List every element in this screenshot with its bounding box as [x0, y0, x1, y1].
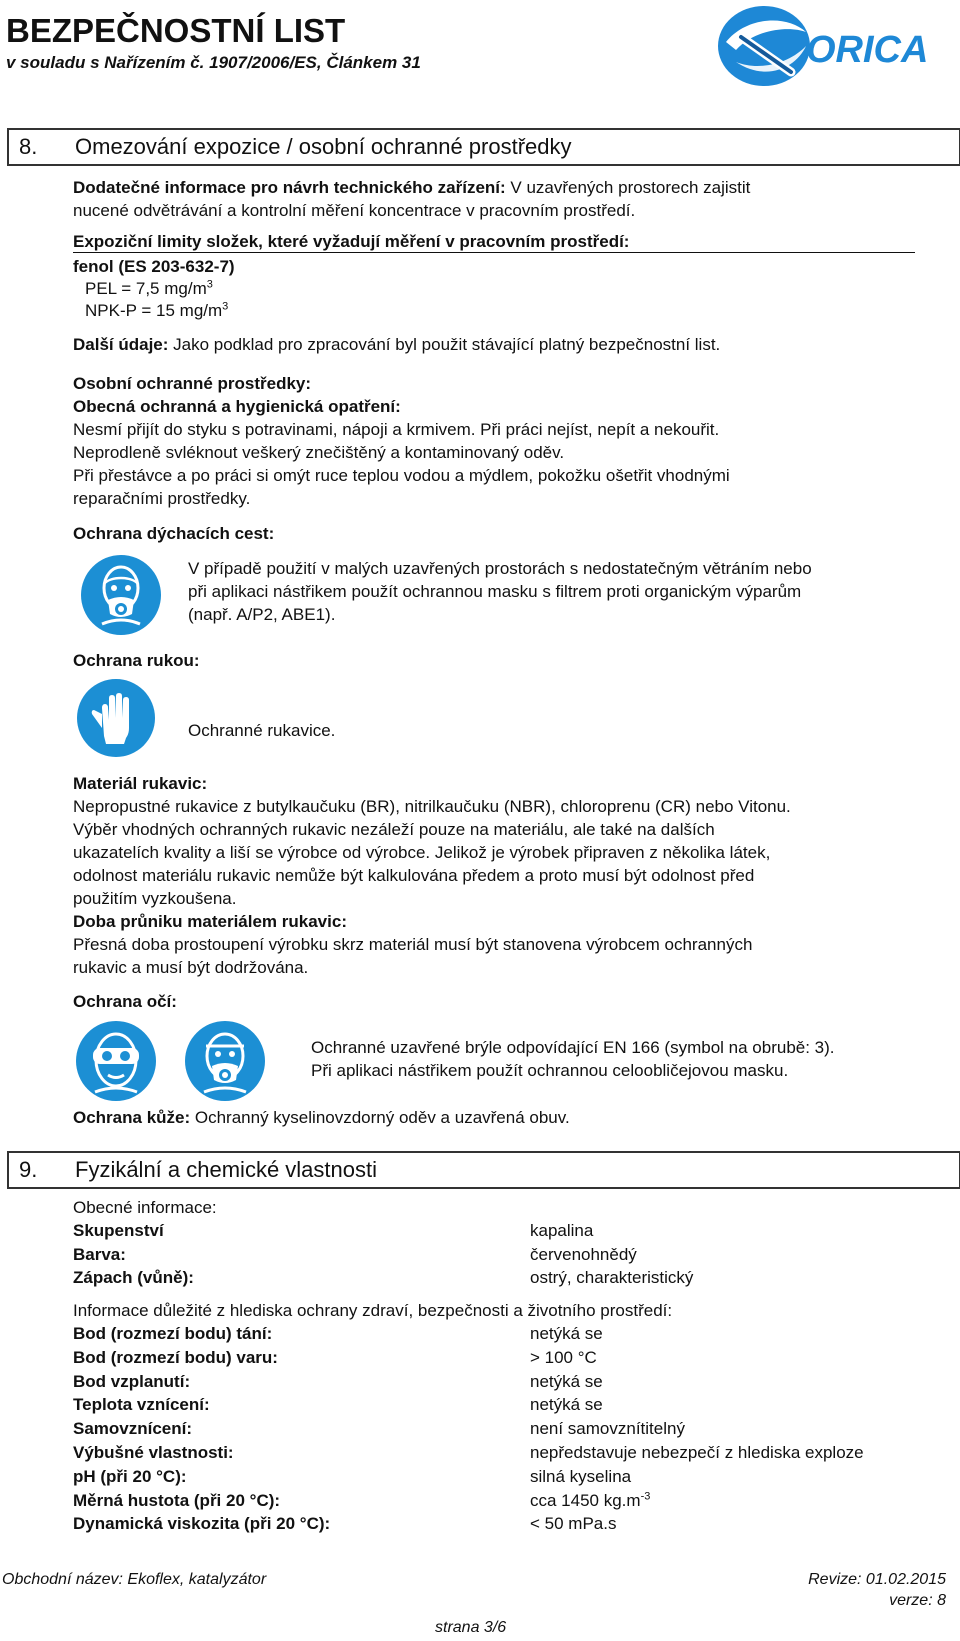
hygiene-line: Nesmí přijít do styku s potravinami, nápoji a krmivem. Při práci nejíst, nepít a nekouřit. [73, 420, 720, 439]
property-label: Měrná hustota (při 20 °C): [73, 1490, 281, 1510]
pel-text: PEL = 7,5 mg/m [85, 279, 207, 298]
property-value-text: silná kyselina [530, 1466, 632, 1486]
property-value [530, 1243, 637, 1267]
skin-label: Ochrana kůže: [73, 1108, 191, 1127]
npk-text: NPK-P = 15 mg/m [85, 301, 223, 320]
property-value [530, 1346, 597, 1370]
pel-value [85, 277, 213, 301]
property-value-text: netýká se [530, 1395, 603, 1415]
glove-material-line: použitím vyzkoušena. [73, 889, 237, 908]
glove-material-heading: Materiál rukavic: [73, 774, 208, 793]
extra-info-label: Dodatečné informace pro návrh technického zařízení: [73, 178, 506, 197]
penetration-line: rukavic a musí být dodržována. [73, 958, 309, 977]
property-value [530, 1370, 603, 1394]
property-label: Bod (rozmezí bodu) tání: [73, 1324, 273, 1343]
orica-logo [706, 2, 960, 86]
hygiene-line: reparačními prostředky. [73, 489, 251, 508]
property-label: Výbušné vlastnosti: [73, 1443, 234, 1462]
section-8-header [7, 128, 960, 166]
property-value [530, 1266, 693, 1290]
section-title: Omezování expozice / osobní ochranné prostředky [75, 134, 572, 159]
property-value-text: nepředstavuje nebezpečí z hlediska exploze [530, 1443, 864, 1462]
extra-info-line-1 [73, 176, 750, 200]
property-value-text: > 100 °C [530, 1347, 597, 1367]
eyes-heading: Ochrana očí: [73, 992, 177, 1011]
face-shield-icon [184, 1020, 266, 1102]
property-value-exponent: -3 [640, 1489, 651, 1502]
hygiene-line: Při přestávce a po práci si omýt ruce teplou vodou a mýdlem, pokožku ošetřit vhodnými [73, 466, 730, 485]
property-label: Bod vzplanutí: [73, 1371, 191, 1391]
hygiene-heading: Obecná ochranná a hygienická opatření: [73, 397, 401, 416]
section-9-header [7, 1151, 960, 1189]
general-info-label: Obecné informace: [73, 1198, 217, 1217]
goggles-icon [75, 1020, 157, 1102]
property-value [530, 1322, 603, 1346]
property-value-text: cca 1450 kg.m [530, 1490, 641, 1510]
property-label: Dynamická viskozita (při 20 °C): [73, 1514, 331, 1534]
property-value-text: netýká se [530, 1324, 603, 1343]
footer-revision: Revize: 01.02.2015 [808, 1571, 946, 1588]
property-label: Teplota vznícení: [73, 1395, 210, 1415]
property-value [530, 1219, 593, 1243]
glove-material-line: ukazatelích kvality a liší se výrobce od výrobce. Jelikož je výrobek připraven z několika látek, [73, 843, 771, 862]
property-label: Samovznícení: [73, 1419, 193, 1439]
glove-material-line: Výběr vhodných ochranných rukavic nezáleží pouze na materiálu, ale také na dalších [73, 820, 715, 839]
property-value [530, 1393, 603, 1417]
eyes-text-line: Ochranné uzavřené brýle odpovídající EN 166 (symbol na obrubě: 3). [311, 1038, 835, 1057]
penetration-line: Přesná doba prostoupení výrobku skrz materiál musí být stanovena výrobcem ochranných [73, 935, 753, 954]
section-number: 9. [19, 1157, 38, 1182]
footer-version: verze: 8 [889, 1592, 946, 1609]
logo-text: ORICA [806, 29, 929, 71]
ppe-heading: Osobní ochranné prostředky: [73, 374, 312, 393]
property-label: Skupenství [73, 1221, 164, 1240]
property-label: Barva: [73, 1244, 126, 1264]
glove-material-line: odolnost materiálu rukavic nemůže být kalkulována předem a proto musí být odolnost před [73, 866, 755, 885]
important-info-label: Informace důležité z hlediska ochrany zdraví, bezpečnosti a životního prostředí: [73, 1301, 673, 1320]
skin-text: Ochranný kyselinovzdorný oděv a uzavřená obuv. [190, 1108, 570, 1127]
eyes-text-line: Při aplikaci nástřikem použít ochrannou celoobličejovou masku. [311, 1061, 789, 1080]
document-title: BEZPEČNOSTNÍ LIST [6, 12, 346, 49]
pel-exponent: 3 [206, 278, 213, 291]
section-title: Fyzikální a chemické vlastnosti [75, 1157, 377, 1182]
property-value-text: ostrý, charakteristický [530, 1268, 694, 1287]
document-subtitle: v souladu s Nařízením č. 1907/2006/ES, Článkem 31 [6, 53, 421, 72]
extra-info-text: V uzavřených prostorech zajistit [505, 178, 751, 197]
property-value [530, 1417, 685, 1441]
property-label: Bod (rozmezí bodu) varu: [73, 1347, 278, 1367]
property-label: Zápach (vůně): [73, 1268, 194, 1287]
respiratory-text-line: při aplikaci nástřikem použít ochrannou masku s filtrem proti organickým výparům [188, 582, 802, 601]
hands-heading: Ochrana rukou: [73, 651, 200, 670]
property-value [530, 1489, 650, 1513]
property-value [530, 1465, 631, 1489]
property-value-text: netýká se [530, 1371, 603, 1391]
property-value-text: kapalina [530, 1221, 594, 1240]
property-label: pH (při 20 °C): [73, 1466, 187, 1486]
hygiene-line: Neprodleně svléknout veškerý znečištěný a kontaminovaný oděv. [73, 443, 565, 462]
respiratory-heading: Ochrana dýchacích cest: [73, 524, 275, 543]
further-info [73, 333, 720, 357]
property-value [530, 1512, 616, 1536]
property-value-text: není samovznítitelný [530, 1419, 685, 1439]
penetration-heading: Doba průniku materiálem rukavic: [73, 912, 347, 931]
respiratory-text-line: (např. A/P2, ABE1). [188, 605, 336, 624]
further-info-text: Jako podklad pro zpracování byl použit stávající platný bezpečnostní list. [168, 335, 721, 354]
skin-protection [73, 1106, 570, 1130]
glove-icon [76, 678, 156, 758]
hands-text: Ochranné rukavice. [188, 721, 336, 740]
substance-name: fenol (ES 203-632-7) [73, 257, 235, 276]
property-value [530, 1441, 864, 1465]
respiratory-text-line: V případě použití v malých uzavřených prostorách s nedostatečným větráním nebo [188, 559, 812, 578]
exposure-limits-heading-text: Expoziční limity složek, které vyžadují měření v pracovním prostředí: [73, 232, 630, 251]
footer-page-number: strana 3/6 [435, 1619, 507, 1636]
npk-exponent: 3 [222, 300, 229, 313]
respirator-icon [80, 554, 162, 636]
extra-info-line-2: nucené odvětrávání a kontrolní měření koncentrace v pracovním prostředí. [73, 201, 636, 220]
npk-value [85, 299, 228, 323]
further-info-label: Další údaje: [73, 335, 169, 354]
exposure-limits-heading [73, 232, 915, 253]
property-value-text: červenohnědý [530, 1244, 637, 1264]
section-number: 8. [19, 134, 38, 159]
property-value-text: < 50 mPa.s [530, 1514, 617, 1534]
glove-material-line: Nepropustné rukavice z butylkaučuku (BR), nitrilkaučuku (NBR), chloroprenu (CR) nebo Vitonu. [73, 797, 791, 816]
footer-trade-name: Obchodní název: Ekoflex, katalyzátor [2, 1571, 267, 1588]
